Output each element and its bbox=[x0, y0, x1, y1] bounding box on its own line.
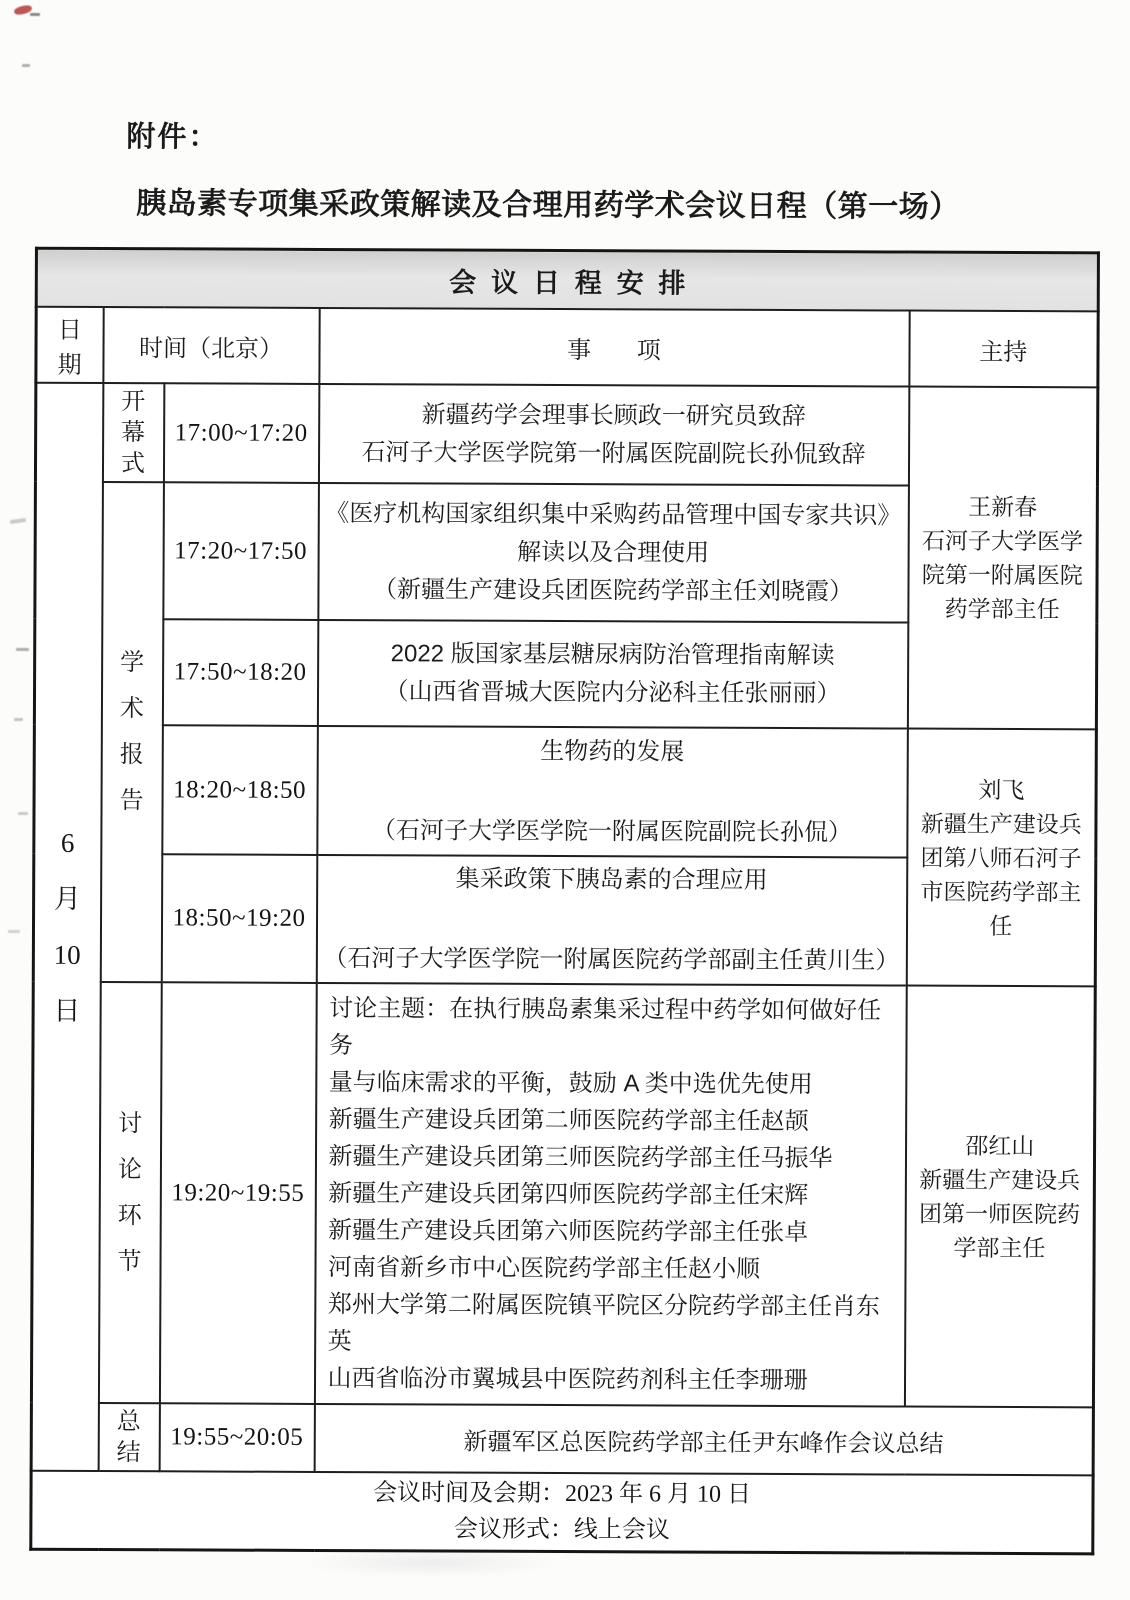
table-row bbox=[34, 725, 1097, 859]
summary-cell: 新疆军区总医院药学部主任尹东峰作会议总结 bbox=[314, 1404, 1093, 1475]
schedule-table bbox=[29, 247, 1100, 1556]
time-cell-2: 17:20~17:50 bbox=[163, 482, 319, 620]
attachment-label: 附件： bbox=[126, 121, 220, 154]
item-cell-5: 集采政策下胰岛素的合理应用 （石河子大学医学院一附属医院药学部副主任黄川生） bbox=[316, 855, 907, 986]
footer-row bbox=[31, 1471, 1093, 1554]
section-summary: 总 结 bbox=[98, 1403, 159, 1471]
time-cell-1: 17:00~17:20 bbox=[163, 383, 318, 483]
schedule-table-wrap bbox=[29, 247, 1097, 1556]
section-discussion: 讨 论 环 节 bbox=[98, 982, 161, 1403]
col-header-time: 时间（北京） bbox=[103, 307, 319, 384]
col-header-date: 日 期 bbox=[36, 307, 103, 383]
col-header-host: 主持 bbox=[909, 311, 1098, 388]
column-header-row bbox=[36, 307, 1098, 388]
host-cell-3: 邵红山 新疆生产建设兵 团第一师医院药 学部主任 bbox=[904, 986, 1095, 1408]
time-cell-7: 19:55~20:05 bbox=[159, 1403, 314, 1472]
time-cell-4: 18:20~18:50 bbox=[162, 725, 318, 855]
item-cell-1: 新疆药学会理事长顾政一研究员致辞 石河子大学医学院第一附属医院副院长孙侃致辞 bbox=[318, 384, 908, 486]
item-cell-4: 生物药的发展 （石河子大学医学院一附属医院副院长孙侃） bbox=[317, 726, 908, 858]
time-cell-3: 17:50~18:20 bbox=[162, 619, 317, 726]
page-title: 胰岛素专项集采政策解读及合理用药学术会议日程（第一场） bbox=[136, 187, 960, 224]
banner-row bbox=[36, 248, 1098, 311]
col-header-item: 事项 bbox=[319, 308, 909, 387]
table-row bbox=[31, 982, 1095, 1408]
table-row bbox=[35, 383, 1097, 487]
item-cell-6: 讨论主题：在执行胰岛素集采过程中药学如何做好任务 量与临床需求的平衡，鼓励 A 类中选优先使用 新疆生产建设兵团第二师医院药学部主任赵颉 新疆生产建设兵团第三师医院药学部主任马振华 新疆生产建设兵团第四师医院药学部主任宋辉 新疆生产建设兵团第六师医院药学部主任张卓 河南省新乡市中心医院药学部主任赵小顺 郑州大学第二附属医院镇平院区分院药学部主任肖东英 山西省临汾市翼城县中医院药剂科主任李珊珊 bbox=[314, 983, 906, 1407]
time-cell-5: 18:50~19:20 bbox=[161, 854, 317, 983]
host-cell-1: 王新春 石河子大学医学 院第一附属医院 药学部主任 bbox=[907, 387, 1098, 730]
table-row bbox=[31, 1403, 1093, 1476]
item-cell-3: 2022 版国家基层糖尿病防治管理指南解读 （山西省晋城大医院内分泌科主任张丽丽） bbox=[317, 620, 907, 729]
section-opening: 开 幕 式 bbox=[102, 383, 163, 482]
host-cell-2: 刘飞 新疆生产建设兵 团第八师石河子 市医院药学部主 任 bbox=[906, 729, 1096, 987]
date-cell: 6 月 10 日 bbox=[31, 383, 103, 1471]
item-cell-2: 《医疗机构国家组织集中采购药品管理中国专家共识》 解读以及合理使用 （新疆生产建设兵团医院药学部主任刘晓霞） bbox=[318, 483, 909, 623]
time-cell-6: 19:20~19:55 bbox=[159, 982, 316, 1404]
meeting-info-cell: 会议时间及会期：2023 年 6 月 10 日 会议形式：线上会议 bbox=[31, 1471, 1093, 1554]
table-banner: 会议日程安排 bbox=[36, 248, 1098, 311]
section-academic: 学 术 报 告 bbox=[100, 482, 163, 982]
